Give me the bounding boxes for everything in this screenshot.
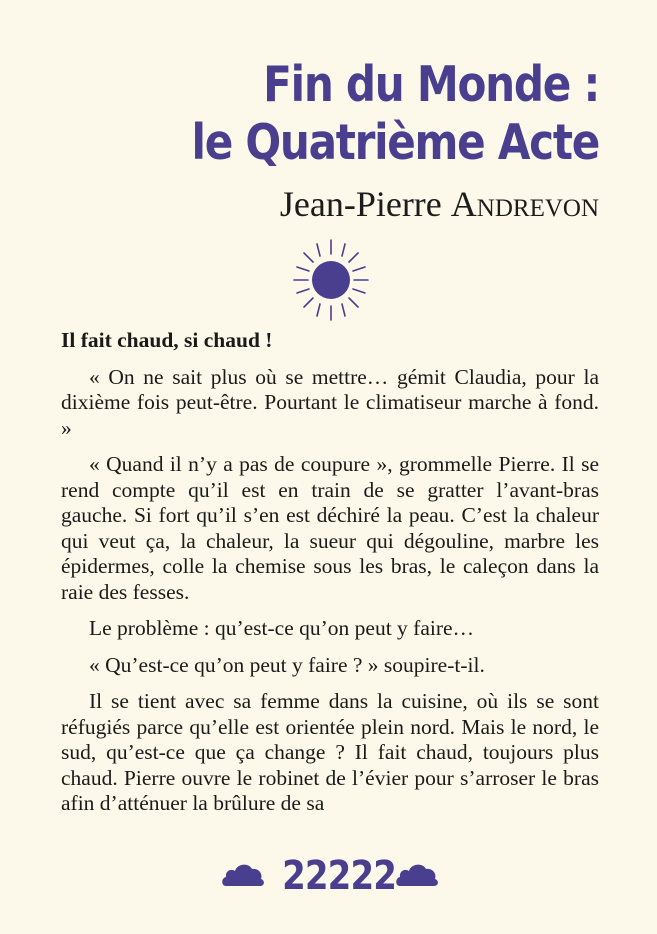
page-number	[272, 853, 397, 899]
cloud-icon	[394, 860, 440, 890]
paragraph-3: Le problème : qu’est-ce qu’on peut y faire…	[89, 616, 475, 640]
page-title	[79, 56, 599, 172]
title-line-2: le Quatrième Acte	[191, 114, 599, 171]
sun-icon	[292, 238, 370, 322]
paragraph-2: « Quand il n’y a pas de coupure », grommelle Pierre. Il se rend compte qu’il est en train de se gratter l’avant-bras gauche. Si fort qu’il s’en est déchiré la peau. C’est la chaleur qui veut ça, la chaleur, la sueur qui dégouline, marbre les épidermes, colle la chemise sous les bras, le caleçon dans la raie des fesses.	[61, 452, 599, 604]
page-footer	[0, 854, 657, 900]
page-number-text: 22222	[282, 853, 397, 899]
author-last-name: Andrevon	[450, 184, 599, 224]
paragraph-5: Il se tient avec sa femme dans la cuisine, où ils se sont réfugiés parce qu’elle est orientée plein nord. Mais le nord, le sud, qu’est-ce que ça change ? Il fait chaud, toujours plus chaud. Pierre ouvre le robinet de l’évier pour s’arroser le bras afin d’atténuer la brûlure de sa	[61, 689, 599, 815]
author-first-name: Jean-Pierre	[279, 184, 442, 224]
title-line-1: Fin du Monde :	[263, 56, 599, 113]
author-name	[280, 182, 599, 226]
paragraph-1: « On ne sait plus où se mettre… gémit Claudia, pour la dixième fois peut-être. Pourtant le climatiseur marche à fond. »	[61, 364, 599, 440]
cloud-icon	[220, 860, 266, 890]
story-text	[61, 328, 599, 817]
paragraph-4: « Qu’est-ce qu’on peut y faire ? » soupire-t-il.	[89, 652, 485, 677]
section-heading: Il fait chaud, si chaud !	[61, 328, 273, 352]
